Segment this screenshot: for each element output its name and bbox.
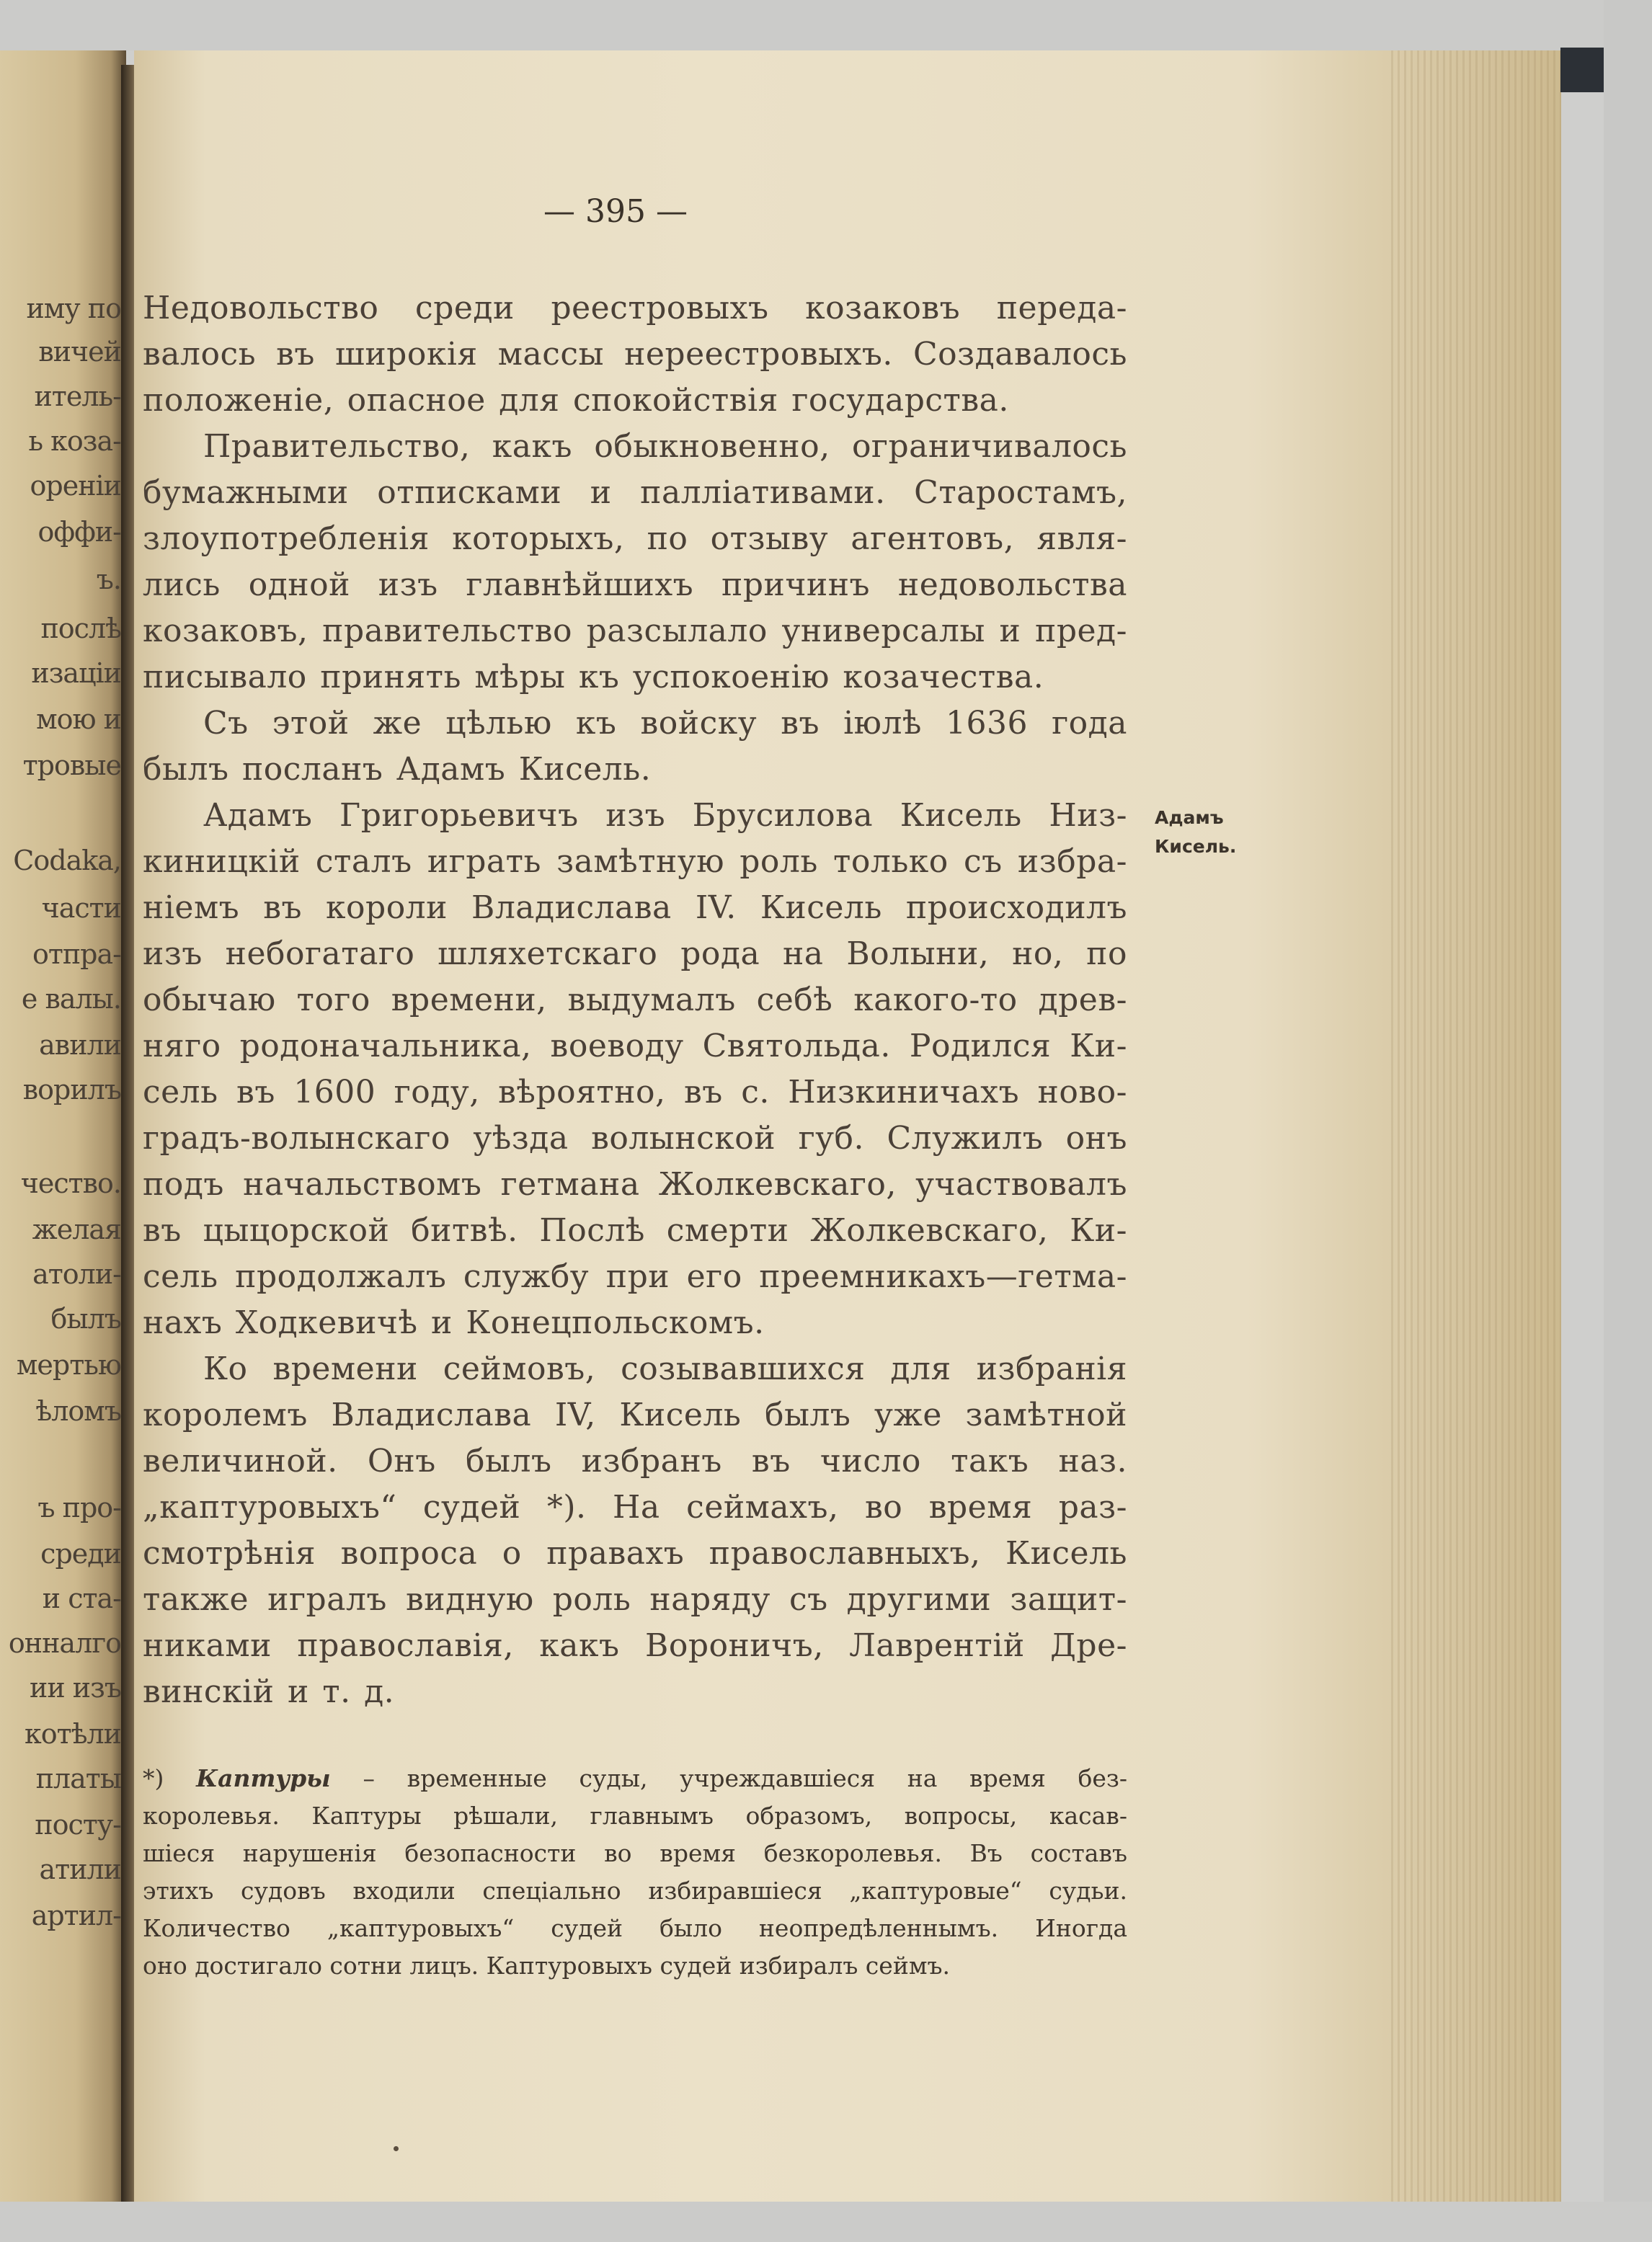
left-page-fragment: иму по [26, 293, 121, 324]
left-page-edge [0, 50, 126, 2202]
left-page-fragment: чество. [20, 1167, 121, 1199]
footnote-term: Каптуры [196, 1764, 331, 1792]
left-page-fragment: послѣ [40, 613, 121, 644]
left-page-fragment: мертью [16, 1349, 121, 1381]
left-page-fragment: котѣли [24, 1718, 121, 1750]
body-line: величиной. Онъ былъ избранъ въ число такъ наз. [143, 1443, 1127, 1480]
left-page-fragment: оффи- [37, 516, 121, 548]
body-line: писывало принять мѣры къ успокоенію козачества. [143, 659, 1044, 695]
left-page-fragment: ѣломъ [35, 1395, 121, 1427]
body-line: нахъ Ходкевичѣ и Конецпольскомъ. [143, 1304, 765, 1341]
body-line: былъ посланъ Адамъ Кисель. [143, 751, 652, 788]
left-page-fragment: атоли- [32, 1258, 121, 1290]
footnote-line: королевья. Каптуры рѣшали, главнымъ образомъ, вопросы, касав- [143, 1802, 1127, 1830]
body-line: положеніе, опасное для спокойствія государства. [143, 382, 1009, 419]
body-line: сель въ 1600 году, вѣроятно, въ с. Низкиничахъ ново- [143, 1074, 1127, 1111]
left-page-fragment: онналго [8, 1627, 121, 1659]
left-page-fragment: былъ [50, 1303, 121, 1335]
page-edge-stack [1391, 50, 1561, 2202]
left-page-fragment: изаціи [31, 657, 121, 689]
ink-speck [394, 2146, 399, 2151]
body-line: козаковъ, правительство разсылало универсалы и пред- [143, 613, 1127, 649]
body-line: лись одной изъ главнѣйшихъ причинъ недовольства [143, 566, 1127, 603]
margin-note-line: Кисель. [1155, 836, 1237, 857]
scanner-bottom-margin [0, 2202, 1652, 2242]
body-line: ніемъ въ короли Владислава IV. Кисель происходилъ [143, 889, 1127, 926]
scanner-corner [1560, 48, 1604, 92]
left-page-fragment: желая [32, 1214, 121, 1245]
footnote-line: Количество „каптуровыхъ“ судей было неопредѣленнымъ. Иногда [143, 1914, 1127, 1942]
left-page-fragment: Сodaka, [13, 845, 121, 876]
left-page-fragment: ворилъ [22, 1074, 121, 1106]
left-page-fragment: ореніи [30, 470, 121, 502]
left-page-fragment: ии изъ [30, 1672, 121, 1704]
body-line: Адамъ Григорьевичъ изъ Брусилова Кисель Низ- [203, 797, 1127, 834]
left-page-fragment: итель- [34, 381, 121, 412]
left-page-fragment: отпра- [32, 938, 121, 970]
left-page-fragment: вичей [38, 336, 121, 368]
left-page-fragment: части [41, 892, 121, 924]
body-line: изъ небогатаго шляхетскаго рода на Волыни, но, по [143, 935, 1127, 972]
body-line: няго родоначальника, воеводу Святольда. Родился Ки- [143, 1028, 1127, 1064]
scanner-right-margin [1604, 0, 1652, 2242]
footnote-first-line-rest: – временные суды, учреждавшіеся на время без- [330, 1764, 1127, 1792]
scanner-top-margin [0, 0, 1652, 50]
left-page-fragment: среди [40, 1538, 121, 1570]
body-line: подъ начальствомъ гетмана Жолкевскаго, участвовалъ [143, 1166, 1127, 1203]
body-line: винскій и т. д. [143, 1673, 395, 1710]
footnote-line: оно достигало сотни лицъ. Каптуровыхъ судей избиралъ сеймъ. [143, 1952, 950, 1980]
body-line: смотрѣнія вопроса о правахъ православныхъ, Кисель [143, 1535, 1127, 1572]
body-line: „каптуровыхъ“ судей *). На сеймахъ, во время раз- [143, 1489, 1127, 1526]
left-page-fragment: е валы. [21, 983, 121, 1015]
left-page-fragment: мою и [36, 703, 121, 735]
body-line: никами православія, какъ Вороничъ, Лаврентій Дре- [143, 1627, 1127, 1664]
body-line: Правительство, какъ обыкновенно, ограничивалось [203, 428, 1127, 465]
body-line: Недовольство среди реестровыхъ козаковъ переда- [143, 290, 1127, 326]
body-line: также игралъ видную роль наряду съ другими защит- [143, 1581, 1127, 1618]
body-line: сель продолжалъ службу при его преемникахъ—гетма- [143, 1258, 1127, 1295]
left-page-fragment: ъ. [96, 564, 121, 595]
margin-note [1155, 804, 1263, 861]
body-line: бумажными отписками и палліативами. Старостамъ, [143, 474, 1127, 511]
left-page-fragment: атили [39, 1854, 121, 1885]
left-page-fragment: авили [39, 1029, 121, 1061]
body-line: Съ этой же цѣлью къ войску въ іюлѣ 1636 года [203, 705, 1127, 742]
margin-note-line: Адамъ [1155, 807, 1224, 828]
body-line: злоупотребленія которыхъ, по отзыву агентовъ, явля- [143, 520, 1127, 557]
left-page-fragment: посту- [35, 1809, 121, 1841]
footnote-line: этихъ судовъ входили спеціально избиравшіеся „каптуровые“ судьи. [143, 1877, 1127, 1905]
body-line: киницкій сталъ играть замѣтную роль только съ избра- [143, 843, 1127, 880]
left-page-fragment: тровые [22, 749, 121, 781]
body-line: Ко времени сеймовъ, созывавшихся для избранія [203, 1351, 1127, 1387]
left-page-fragment: артил- [31, 1900, 121, 1931]
footnote-line: *) Каптуры – временные суды, учреждавшіеся на время без- [143, 1764, 1127, 1792]
body-line: валось въ широкія массы нереестровыхъ. Создавалось [143, 336, 1127, 373]
body-line: королемъ Владислава IV, Кисель былъ уже замѣтной [143, 1397, 1127, 1433]
left-page-fragment: ь коза- [28, 425, 121, 457]
footnote-line: шіеся нарушенія безопасности во время безкоролевья. Въ составъ [143, 1839, 1127, 1867]
body-line: обычаю того времени, выдумалъ себѣ какого-то древ- [143, 982, 1127, 1018]
page-number: — 395 — [543, 193, 688, 230]
left-page-fragment: ъ про- [37, 1492, 121, 1523]
left-page-fragment: платы [35, 1763, 121, 1794]
body-line: въ цыцорской битвѣ. Послѣ смерти Жолкевскаго, Ки- [143, 1212, 1127, 1249]
body-line: градъ-волынскаго уѣзда волынской губ. Служилъ онъ [143, 1120, 1127, 1157]
left-page-fragment: и ста- [42, 1583, 121, 1614]
